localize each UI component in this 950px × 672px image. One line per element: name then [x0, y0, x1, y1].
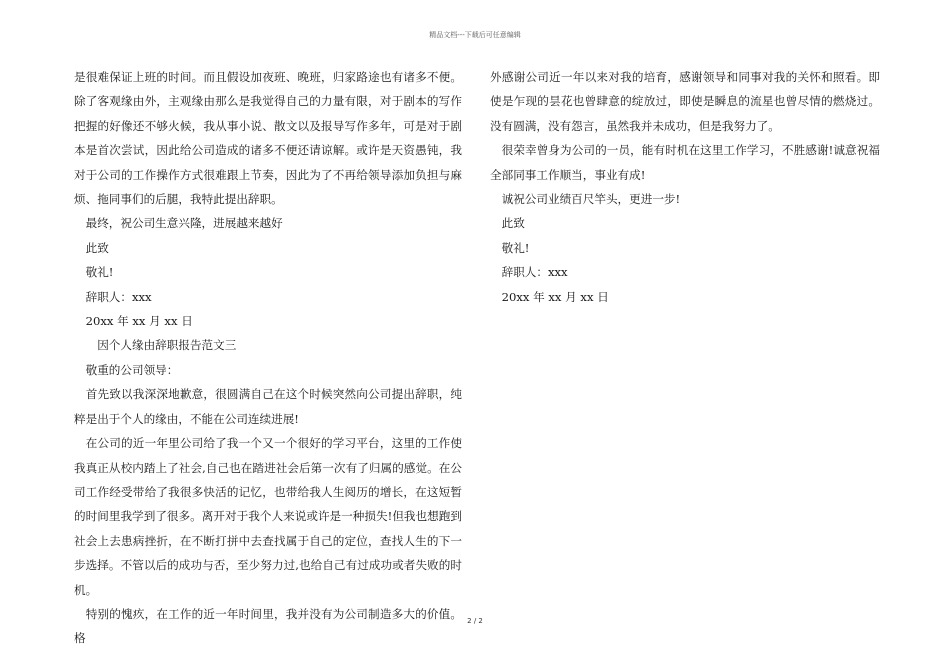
paragraph: 最终，祝公司生意兴隆，进展越来越好 — [74, 216, 283, 231]
signature-line: 辞职人：xxx — [490, 265, 568, 280]
paragraph: 在公司的近一年里公司给了我一个又一个很好的学习平台，这里的工作使我真正从校内踏上了社会,自己也在踏进社会后第一次有了归属的感觉。在公司工作经受带给了我很多快活的记忆，也带给我人生阅历的增长，在这短暂的时间里我学到了很多。离开对于我个人来说或许是一种损失!但我也想跑到社会上去患病挫折，在不断打拼中去查找属于自己的定位，查找人生的下一步选择。不管以后的成功与否，至少努力过,也给自己有过成功或者失败的时机。 — [74, 436, 462, 597]
paragraph: 敬礼! — [490, 240, 530, 255]
right-text-column — [490, 65, 880, 309]
page-number: 2 / 2 — [467, 617, 483, 625]
paragraph: 敬礼! — [74, 265, 114, 280]
paragraph: 辞职人：xxx — [74, 289, 152, 304]
paragraph: 首先致以我深深地歉意，很圆满自己在这个时候突然向公司提出辞职，纯粹是出于个人的缘由，不能在公司连续进展! — [74, 387, 462, 426]
page-header: 精品文档---下载后可任意编辑 — [429, 31, 521, 39]
paragraph: 诚祝公司业绩百尺竿头，更进一步! — [490, 192, 681, 207]
paragraph: 特别的愧疚，在工作的近一年时间里，我并没有为公司制造多大的价值。格 — [74, 606, 462, 646]
section-heading: 因个人缘由辞职报告范文三 — [74, 338, 237, 353]
paragraph: 此致 — [490, 216, 525, 231]
paragraph: 20xx 年 xx 月 xx 日 — [74, 314, 193, 329]
date-line: 20xx 年 xx 月 xx 日 — [490, 289, 609, 304]
salutation: 敬重的公司领导： — [74, 362, 179, 377]
left-text-column — [74, 65, 462, 651]
paragraph: 此致 — [74, 240, 109, 255]
paragraph: 很荣幸曾身为公司的一员，能有时机在这里工作学习，不胜感谢!诚意祝福全部同事工作顺当，事业有成! — [490, 143, 880, 182]
paragraph: 外感谢公司近一年以来对我的培育，感谢领导和同事对我的关怀和照看。即使是乍现的昙花也曾肆意的绽放过，即使是瞬息的流星也曾尽情的燃烧过。没有圆满，没有怨言，虽然我并未成功，但是我努力了。 — [490, 70, 880, 133]
paragraph: 是很难保证上班的时间。而且假设加夜班、晚班，归家路途也有诸多不便。除了客观缘由外，主观缘由那么是我觉得自己的力量有限，对于剧本的写作把握的好像还不够火候，我从事小说、散文以及报导写作多年，可是对于剧本是首次尝试，因此给公司造成的诸多不便还请谅解。或许是天资愚钝，我对于公司的工作操作方式很难跟上节奏，因此为了不再给领导添加负担与麻烦、拖同事们的后腿，我特此提出辞职。 — [74, 70, 462, 207]
